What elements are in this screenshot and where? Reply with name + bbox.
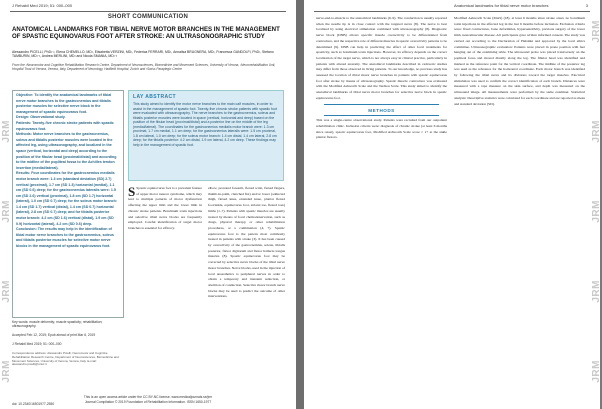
doi: doi: 10.2340/16501977-2550: [12, 402, 55, 406]
header-rule: [10, 11, 286, 12]
methods-heading: METHODS: [368, 107, 395, 113]
abstract-objective-label: Objective:: [16, 93, 34, 97]
side-logo: JRM: [591, 200, 602, 223]
side-logo: JRM: [1, 360, 12, 383]
abstract-methods-text: Motor nerve branches to the gastrocnemius, soleus and tibialis posterior muscles were located in the affected leg, using ultrasonography, and localized in the space (vertical, horizontal and deep) according to the position of the fibular head (proximal/distal) and according to the midline of the popliteal fossa to the Achilles tendon insertion (medial/lateral).: [16, 132, 117, 170]
header-rule: [314, 11, 590, 12]
accepted-date: Accepted Feb 12, 2019; Epub ahead of print Mar 6, 2019: [12, 333, 96, 337]
structured-abstract: [12, 90, 124, 318]
keywords: Key words: muscle deformity; muscle spasticity; rehabilitation; ultrasonography.: [12, 320, 103, 329]
side-logo: JRM: [591, 20, 602, 43]
intro-text-1: Spastic equinovarus foot is a prevalent feature of upper motor neuron syndrome, which may lead to multiple patterns of motor dysfunction affecting the upper limb and the lower limb in chronic stroke patients. Botulinum toxin injections and selective tibial nerve blocks are frequently employed. Careful identification of target motor branches is essential for efficacy.: [128, 186, 202, 230]
lay-abstract-text: This study aimed to identify the motor nerve branches to the main calf muscles, in order to assist in the management of spastic foot. Twenty-five chronic stroke patients with spastic foot were evaluated with ultrasonography. The nerve branches to the gastrocnemius, soleus and tibialis posterior muscles were located in space (vertical, horizontal and deep) based on the position of the fibular head (proximal/distal) and a posterior line on the middle of the leg (medial/lateral). The coordinates for the gastrocnemius medialis motor branch were: 1.3 cm proximal, 1.7 cm medial, 1.1 cm deep; for the gastrocnemius lateralis were: 1.5 cm proximal, 1.8 cm lateral, 1.0 cm deep; for the soleus motor branch: 1.4 cm distal, 1.4 cm lateral, 2.8 cm deep; for the tibialis posterior: 4.2 cm distal, 1.9 cm lateral, 4.2 cm deep. These findings may help in the management of spastic foot.: [133, 102, 277, 147]
section-label: SHORT COMMUNICATION: [107, 14, 189, 20]
lay-abstract-title: LAY ABSTRACT: [133, 94, 176, 100]
right-column-2: [454, 16, 585, 398]
side-logo: JRM: [591, 360, 602, 383]
methods-text: This was a single-centre observational study. Patients were recruited from our outpatient rehabilitation clinic. Inclusion criteria were: diagnosis of chronic stroke (at least 6 months since onset), spastic equinovarus foot, Modified Ashworth Scale score ≥ 1+ at the ankle plantar flexors.: [316, 118, 447, 140]
side-logo: JRM: [591, 280, 602, 303]
license-footer: This is an open access article under the CC BY-NC license. www.medicaljournals.se/jrm: [83, 395, 213, 399]
journal-header: J Rehabil Med 2019; 51: 000–000: [12, 3, 73, 8]
abstract-conclusion-text: The results may help in the identification of tibial motor nerve branches to the gastrocnemius, soleus and tibialis posterior muscles for selective motor nerve blocks in the management of spastic equinovarus foot.: [16, 227, 114, 249]
methods-rule: [324, 115, 439, 116]
side-logo: JRM: [1, 120, 12, 143]
right-col2-text: Modified Ashworth Scale (MAS) (18), at least 6 months since stroke onset, no botulinum toxin injections in the affected leg in the last 6 months before inclusion. Exclusion criteria were: fixed contractures, bone deformities, hypersensitivity, previous surgery of the lower limb, neuromuscular disease. All participants gave written informed consent. The study was carried out according to the Declaration of Helsinki and approved by the local ethics committee. Ultrasonographic evaluation: Patients were placed in prone position with feet hanging out of the examining table. The ultrasound probe was placed transversely on the popliteal fossa and moved distally along the leg. The fibular head was identified and marked as the reference point for the vertical coordinate. The midline of the posterior leg was used as the reference for the horizontal coordinate. Each motor branch was identified by following the tibial nerve and its divisions toward the target muscles. Electrical stimulation was used to confirm the correct identification of each branch. Distances were measured with a tape measure on the skin surface, and depth was measured on the ultrasound image. All measurements were performed by the same examiner. Statistical analysis: Descriptive statistics were calculated for each coordinate and are reported as mean and standard deviation (SD).: [454, 16, 585, 106]
abstract-design-label: Design:: [16, 115, 30, 120]
abstract-patients-text: Twenty-five chronic stroke patients with spastic equinovarus foot.: [16, 120, 114, 131]
abstract-results-label: Results:: [16, 171, 31, 176]
running-header: Anatomical landmarks for tibial nerve motor branches: [454, 3, 549, 8]
right-col1-text: nerve-end-to-muscle to the anatomical landmarks (6–9). The conduction is usually reported when the needle tip is in close contact with the targeted nerve (8). The nerve is best localized by using electrical stimulation combined with ultrasonography (8). Diagnostic nerve block (DNB) allows specific muscle overactivity to be differentiated from contracture, and the respective role of different muscles in spastic overactivity patterns to be determined (9). DNB can help in predicting the effect of other focal treatments for spasticity, such as botulinum toxin injections. However, its efficacy depends on the correct localization of the target nerve, which is not always easy in clinical practice, particularly in patients with altered anatomy. The anatomical landmarks described in cadaveric studies may differ from those observed in living patients. To our knowledge, no previous study has assessed the location of tibial motor nerve branches in patients with spastic equinovarus foot after stroke by means of ultrasonography. Spastic muscle contracture was evaluated with the Modified Ashworth Scale and the Tardieu Scale. This study aimed to identify the anatomical landmarks of tibial nerve motor branches for selective nerve block in spastic equinovarus foot.: [316, 16, 447, 100]
abstract-conclusion-label: Conclusion:: [16, 227, 37, 232]
methods-rule: [324, 104, 439, 105]
author-list: Alessandro PICELLI, PhD¹·², Elena CHEMELLO, MD¹, Elisabetta VERZINI, MD¹, Federica FERRARI, MD¹, Annalisa BRUGNERA, MD¹, Francesca GANDOLFI, PhD¹, Stefano TAMBURIN, MD¹·², Andrea MERLINI, MD¹ and Nicola SMANIA, MD¹·²: [12, 50, 274, 59]
citation-reference: J Rehabil Med 2019; 51: 000–000: [12, 342, 62, 346]
side-logo: JRM: [1, 200, 12, 223]
abstract-methods-label: Methods:: [16, 132, 32, 137]
intro-column-2: [208, 186, 285, 398]
intro-column-1: [128, 186, 202, 398]
abstract-results-text: Four coordinates for the gastrocnemius medialis motor branch were: 1.3 cm (standard deviation (SD) 2.7) vertical (proximal), 1.7 cm (SD 1.3) horizontal (medial), 1.1 cm (SD 0.6) deep; for the gastrocnemius lateralis were: 1.5 cm (SD 2.6) vertical (proximal), 1.8 cm (SD 1.7) horizontal (lateral), 1.0 cm (SD 0.7) deep; for the soleus motor branch: 1.4 cm (SD 1.7) vertical (distal), 1.4 cm (SD 0.7) horizontal (lateral), 2.8 cm (SD 0.7) deep; and for tibialis posterior motor branch: 4.2 cm (SD 1.6) vertical (distal), 1.9 cm (SD 0.9) horizontal (lateral), 4.2 cm (SD 0.6) deep.: [16, 171, 118, 226]
right-column-1: [316, 16, 447, 398]
side-logo: JRM: [1, 280, 12, 303]
article-title: ANATOMICAL LANDMARKS FOR TIBIAL NERVE MOTOR BRANCHES IN THE MANAGEMENT OF SPASTIC EQUINOVARUS FOOT AFTER STROKE: AN ULTRASONOGRAPHIC STUDY: [12, 26, 280, 41]
page-left: [0, 0, 296, 409]
lay-abstract-box: [128, 90, 284, 181]
abstract-patients-label: Patients:: [16, 120, 32, 125]
side-logo: JRM: [591, 120, 602, 143]
abstract-design-text: Observational study.: [30, 115, 66, 120]
page-right: [304, 0, 600, 409]
abstract-objective-text: To identify the anatomical landmarks of tibial nerve motor branches to the gastrocnemius and tibialis posterior muscles for selective nerve block in the management of spastic equinovarus foot.: [16, 93, 112, 114]
page-number: 3: [585, 3, 588, 8]
drop-cap: S: [128, 184, 136, 199]
intro-text-2: elbow, pronated forearm, flexed wrist, flexed fingers, thumb-in-palm, clenched fist) and/or lower (adducted thigh, flexed knee, extended knee, plantar flexed foot/ankle, equinovarus foot, striatal toe, flexed toes) limbs (1–7). Patients with spastic muscles are usually treated by means of focal chemodenervation, such as drugs, physical therapy, or other rehabilitation procedures, or a combination (4, 7). Spastic equinovarus foot is the pattern most commonly treated in patients with stroke (3). It has been caused by overactivity of the gastrocnemius, soleus, tibialis posterior, flexor digitorum and flexor hallucis longus muscles (8). Spastic equinovarus foot may be corrected by selective nerve blocks of the tibial nerve motor branches. Nerve blocks, used in the injection of local anaesthetics to peripheral nerves in order to obtain a temporary and transient reduction, or abolition of conduction. Selective motor branch nerve blocks may be used to predict the outcome of other interventions.: [208, 186, 285, 299]
correspondence: Correspondence address: Alessandro Picelli, Neuromotor and Cognitive Rehabilitation Research Centre, Department of Neurosciences, Biomedicine and Movement Sciences, University of Verona, Verona, Italy. E-mail: alessandro.picelli@univr.it: [12, 351, 119, 367]
copyright-footer: Journal Compilation © 2019 Foundation of Rehabilitation Information. ISSN 1650-1977: [84, 400, 212, 404]
affiliation: From the ¹Neuromotor and Cognitive Rehabilitation Research Centre, Department of Neurosciences, Biomedicine and Movement Sciences, University of Verona, ²Neurorehabilitation Unit, Hospital Trust of Verona, Verona, Italy, Department of Neurology, Hadfield Hospital, Zurich and ³Swiss Paraplegic Centre: [12, 63, 276, 71]
